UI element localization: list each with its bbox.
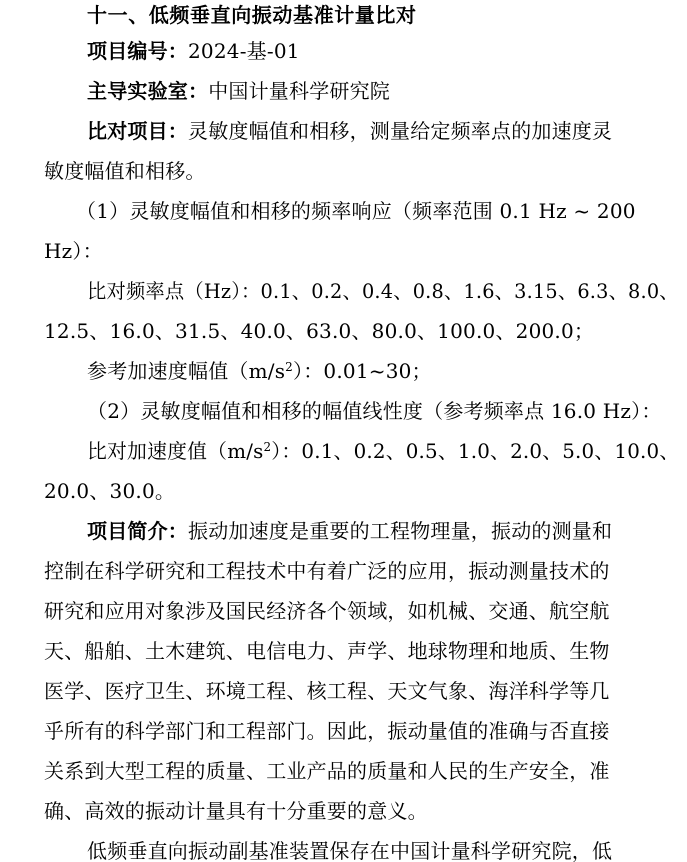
project-intro-line-2: 控制在科学研究和工程技术中有着广泛的应用，振动测量技术的 <box>44 559 610 583</box>
comparison-acceleration-values-line-1 <box>87 431 679 471</box>
comparison-acceleration-suffix: ）：0.1、0.2、0.5、1.0、2.0、5.0、10.0、 <box>271 439 680 463</box>
reference-acceleration-amplitude <box>87 351 432 391</box>
comparison-acceleration-prefix: 比对加速度值（m/s <box>87 439 264 463</box>
reference-acceleration-prefix: 参考加速度幅值（m/s <box>87 359 286 383</box>
comparison-acceleration-exponent: 2 <box>263 440 272 454</box>
project-intro-line-7: 关系到大型工程的质量、工业产品的质量和人民的生产安全，准 <box>44 759 610 783</box>
comparison-items-line-1 <box>87 111 612 151</box>
project-intro-line-6: 乎所有的科学部门和工程部门。因此，振动量值的准确与否直接 <box>44 719 610 743</box>
comparison-items-label: 比对项目： <box>87 119 188 143</box>
project-intro-line-3: 研究和应用对象涉及国民经济各个领域，如机械、交通、航空航 <box>44 599 610 623</box>
project-intro-label: 项目简介： <box>87 519 188 543</box>
comparison-items-text: 灵敏度幅值和相移，测量给定频率点的加速度灵 <box>188 119 613 143</box>
item-1-frequency-response-line-2: Hz）： <box>44 239 103 263</box>
project-intro-line-9: 低频垂直向振动副基准装置保存在中国计量科学研究院，低 <box>87 839 613 862</box>
lead-laboratory-value: 中国计量科学研究院 <box>208 79 391 103</box>
section-title: 十一、低频垂直向振动基准计量比对 <box>87 3 417 27</box>
comparison-frequency-points-line-2: 12.5、16.0、31.5、40.0、63.0、80.0、100.0、200.0； <box>44 319 595 343</box>
project-number <box>87 31 300 71</box>
reference-acceleration-exponent: 2 <box>285 360 294 374</box>
item-2-amplitude-linearity: （2）灵敏度幅值和相移的幅值线性度（参考频率点 16.0 Hz）： <box>87 399 662 423</box>
comparison-items-line-2: 敏度幅值和相移。 <box>44 159 206 183</box>
project-intro-text: 振动加速度是重要的工程物理量，振动的测量和 <box>188 519 613 543</box>
lead-laboratory-label: 主导实验室： <box>87 79 209 103</box>
project-intro-line-8: 确、高效的振动计量具有十分重要的意义。 <box>44 799 428 823</box>
item-1-frequency-response-line-1: （1）灵敏度幅值和相移的频率响应（频率范围 0.1 Hz ~ 200 <box>76 199 636 223</box>
project-intro-line-5: 医学、医疗卫生、环境工程、核工程、天文气象、海洋科学等几 <box>44 679 610 703</box>
reference-acceleration-suffix: ）：0.01~30； <box>293 359 432 383</box>
lead-laboratory <box>87 71 390 111</box>
project-number-value: 2024-基-01 <box>188 39 300 63</box>
comparison-acceleration-values-line-2: 20.0、30.0。 <box>44 479 176 503</box>
project-intro-line-1 <box>87 511 612 551</box>
project-number-label: 项目编号： <box>87 39 188 63</box>
project-intro-line-4: 天、船舶、土木建筑、电信电力、声学、地球物理和地质、生物 <box>44 639 610 663</box>
comparison-frequency-points-line-1: 比对频率点（Hz）：0.1、0.2、0.4、0.8、1.6、3.15、6.3、8.0、 <box>87 279 679 303</box>
